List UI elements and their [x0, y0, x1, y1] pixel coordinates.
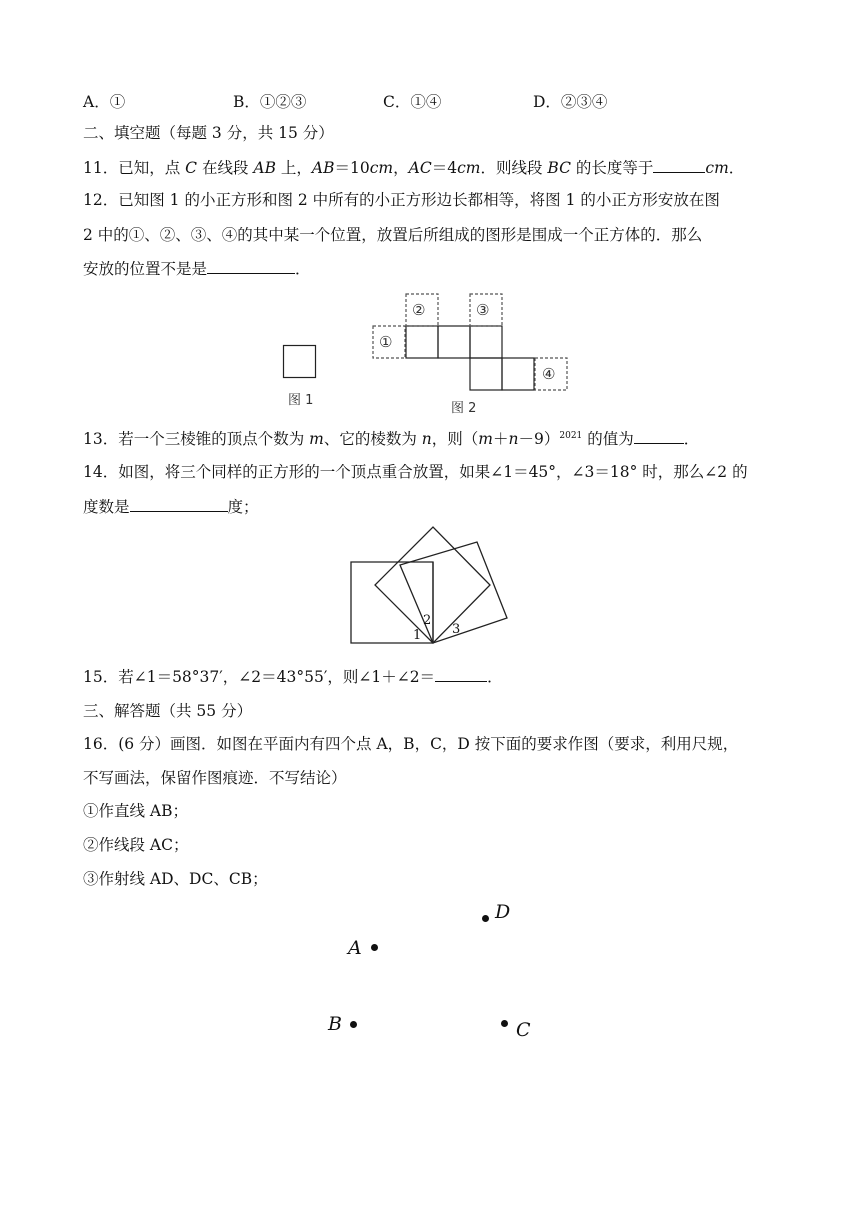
answer-blank — [435, 667, 487, 682]
point-c — [501, 1020, 508, 1027]
question-16-step3: ③作射线 AD、DC、CB； — [83, 870, 268, 888]
three-squares-figure — [345, 525, 525, 650]
option-a: A．① — [83, 93, 126, 111]
figure-1-caption: 图 1 — [288, 393, 314, 408]
answer-blank — [634, 429, 684, 444]
angle-2-label: 2 — [423, 613, 432, 628]
angle-3-label: 3 — [452, 622, 461, 637]
figure-2-caption: 图 2 — [451, 401, 477, 416]
figure-1-square — [283, 345, 317, 379]
question-16-line1: 16．(6 分）画图．如图在平面内有四个点 A，B，C，D 按下面的要求作图（要求，利用尺规， — [83, 735, 739, 753]
point-c-label: C — [516, 1019, 531, 1041]
point-a-label: A — [348, 937, 362, 959]
position-1-label: ① — [379, 333, 393, 351]
option-b: B．①②③ — [233, 93, 307, 111]
section-heading-solutions: 三、解答题（共 55 分） — [83, 702, 253, 720]
option-c: C．①④ — [383, 93, 442, 111]
section-heading-fill-blank: 二、填空题（每题 3 分，共 15 分） — [83, 124, 334, 142]
answer-blank — [130, 497, 228, 512]
question-14-line2: 度数是 度； — [83, 498, 259, 516]
point-b-label: B — [328, 1013, 342, 1035]
answer-blank — [207, 259, 295, 274]
point-a — [371, 944, 378, 951]
question-11: 11．已知，点 C 在线段 AB 上，AB＝10cm，AC＝4cm．则线段 BC 的长度等于 cm． — [83, 159, 745, 177]
answer-blank — [653, 158, 705, 173]
position-4-label: ④ — [542, 365, 556, 383]
position-2-label: ② — [412, 301, 426, 319]
question-14-line1: 14．如图，将三个同样的正方形的一个顶点重合放置，如果∠1＝45°，∠3＝18° 时，那么∠2 的 — [83, 463, 748, 481]
question-16-step1: ①作直线 AB； — [83, 802, 189, 820]
question-12-line2: 2 中的①、②、③、④的其中某一个位置，放置后所组成的图形是围成一个正方体的．那么 — [83, 226, 703, 244]
point-d-label: D — [495, 901, 511, 923]
question-12-line3: 安放的位置不是是 ． — [83, 260, 311, 278]
option-d: D．②③④ — [533, 93, 608, 111]
point-d — [482, 915, 489, 922]
angle-1-label: 1 — [413, 628, 422, 643]
figure-2-net — [370, 293, 570, 393]
point-b — [350, 1021, 357, 1028]
question-16-step2: ②作线段 AC； — [83, 836, 189, 854]
question-13: 13．若一个三棱锥的顶点个数为 m、它的棱数为 n，则$(m+n-9)^{2021}$ 的值为 ． — [83, 430, 700, 449]
question-15: 15．若∠1＝58°37′，∠2＝43°55′，则∠1＋∠2＝ ． — [83, 668, 503, 686]
question-12-line1: 12．已知图 1 的小正方形和图 2 中所有的小正方形边长都相等，将图 1 的小正方形安放在图 — [83, 191, 720, 209]
position-3-label: ③ — [476, 301, 490, 319]
question-16-line2: 不写画法，保留作图痕迹．不写结论） — [83, 769, 347, 787]
